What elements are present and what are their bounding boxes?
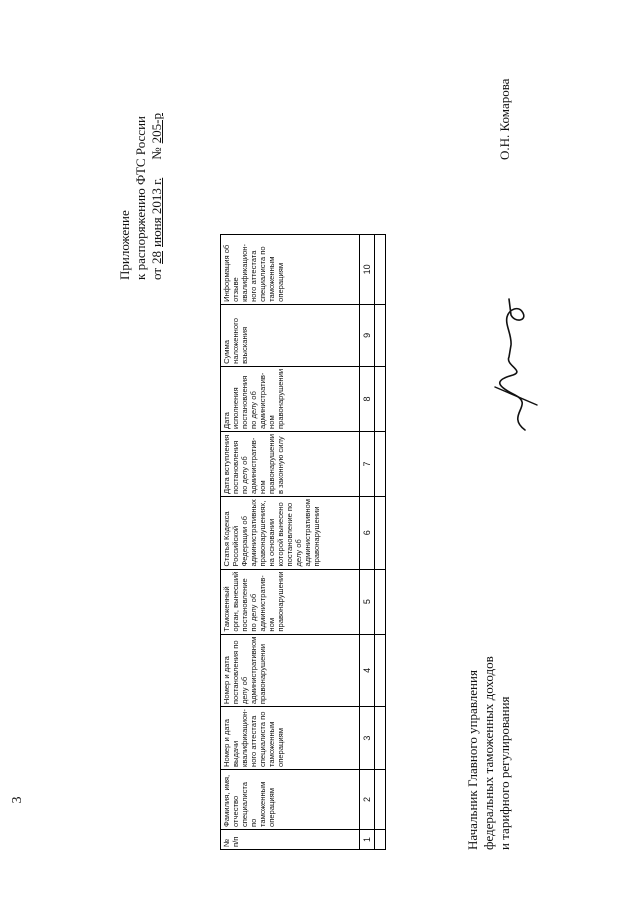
official-title-line: и тарифного регулирования (497, 696, 512, 850)
appendix-number: 205-р (149, 113, 164, 144)
table-cell (375, 770, 386, 830)
records-table (220, 234, 386, 850)
table-cell (375, 707, 386, 770)
appendix-header (117, 65, 165, 280)
official-title-line: федеральных таможенных доходов (481, 656, 496, 850)
table-header-row (221, 234, 360, 849)
column-index: 7 (360, 431, 375, 496)
table-cell (375, 304, 386, 366)
column-index: 9 (360, 304, 375, 366)
appendix-number-prefix: № (149, 147, 164, 160)
column-header: Дата вступления постановления по делу об административ-ном правонарушении в законную силу (221, 431, 360, 496)
column-header: Информация об отзыве квалификацион-ного аттестата специалиста по таможенным операциям (221, 234, 360, 304)
official-title (465, 630, 513, 850)
table-cell (375, 569, 386, 634)
column-index: 6 (360, 497, 375, 569)
column-index: 4 (360, 634, 375, 707)
column-index: 10 (360, 234, 375, 304)
appendix-date-number (149, 65, 165, 280)
signer-name: О.Н. Комарова (497, 78, 512, 160)
column-header: Номер и дата выдачи квалификацион-ного аттестата специалиста по таможенным операциям (221, 707, 360, 770)
column-header: Дата исполнения постановления по делу об административ-ном правонарушении (221, 366, 360, 431)
column-index: 1 (360, 830, 375, 850)
official-title-line: Начальник Главного управления (465, 670, 480, 850)
table-index-row (360, 234, 375, 849)
table-cell (375, 234, 386, 304)
table-cell (375, 431, 386, 496)
appendix-day: 28 (149, 250, 164, 264)
column-header: Номер и дата постановления по делу об административном правонарушении (221, 634, 360, 707)
column-index: 3 (360, 707, 375, 770)
column-index: 8 (360, 366, 375, 431)
column-header: Сумма наложенного взыскания (221, 304, 360, 366)
column-header: Фамилия, имя, отчество специалиста по таможенным операциям (221, 770, 360, 830)
column-index: 2 (360, 770, 375, 830)
column-header: Статья Кодекса Российской Федерации об административных правонарушениях, на основании которой вынесено постановление по делу об административном правонарушении (221, 497, 360, 569)
appendix-month-year: июня 2013 г. (149, 177, 164, 247)
column-header: Таможенный орган, вынесший постановление по делу об административ-ном правонарушении (221, 569, 360, 634)
handwritten-signature (475, 295, 545, 435)
table-cell (375, 497, 386, 569)
appendix-order-line: к распоряжению ФТС России (133, 116, 148, 280)
column-header: № п/п (221, 830, 360, 850)
table-cell (375, 366, 386, 431)
table-cell (375, 830, 386, 850)
column-index: 5 (360, 569, 375, 634)
appendix-title: Приложение (117, 210, 132, 280)
appendix-from: от (149, 267, 164, 280)
table-row (375, 234, 386, 849)
table-cell (375, 634, 386, 707)
page-number: 3 (10, 796, 25, 804)
